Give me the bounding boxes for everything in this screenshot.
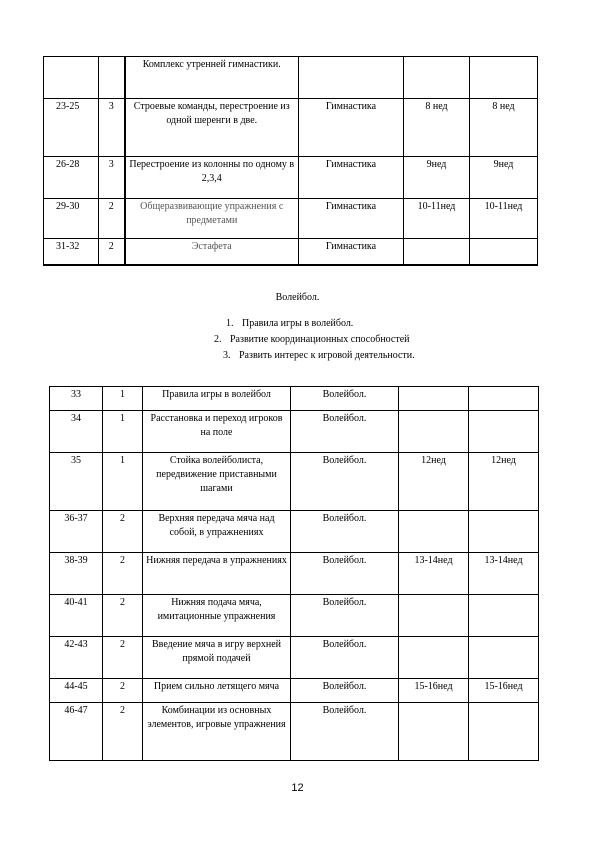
- list-item: 2. Развитие координационных способностей: [214, 334, 410, 345]
- hours-cell: 1: [103, 411, 143, 453]
- lesson-number-cell: 35: [50, 453, 103, 511]
- plan-date-cell: 15-16нед: [399, 679, 469, 703]
- hours-cell: [99, 57, 125, 99]
- fact-date-cell: 8 нед: [470, 99, 538, 157]
- topic-cell: Нижняя подача мяча, имитационные упражнения: [143, 595, 291, 637]
- plan-date-cell: [404, 57, 470, 99]
- table-row: [50, 453, 539, 511]
- topic-cell: Перестроение из колонны по одному в 2,3,4: [125, 157, 299, 199]
- fact-date-cell: [469, 595, 539, 637]
- topic-cell: Нижняя передача в упражнениях: [143, 553, 291, 595]
- section-cell: Гимнастика: [299, 157, 404, 199]
- fact-date-cell: [469, 637, 539, 679]
- topic-cell: Расстановка и переход игроков на поле: [143, 411, 291, 453]
- fact-date-cell: 9нед: [470, 157, 538, 199]
- lesson-number-cell: 31-32: [44, 239, 99, 265]
- table-row: [50, 387, 539, 411]
- table-row: [50, 553, 539, 595]
- lesson-number-cell: 26-28: [44, 157, 99, 199]
- lesson-number-cell: 36-37: [50, 511, 103, 553]
- topic-cell: Введение мяча в игру верхней прямой подачей: [143, 637, 291, 679]
- fact-date-cell: [469, 703, 539, 761]
- plan-date-cell: [399, 637, 469, 679]
- lesson-number-cell: 23-25: [44, 99, 99, 157]
- topic-cell: Прием сильно летящего мяча: [143, 679, 291, 703]
- section-cell: Волейбол.: [291, 679, 399, 703]
- volleyball-schedule-table: [49, 386, 539, 761]
- table-row: [50, 595, 539, 637]
- table-row: [44, 157, 538, 199]
- topic-cell: Эстафета: [125, 239, 299, 265]
- list-item: 3. Развить интерес к игровой деятельности.: [223, 350, 415, 361]
- hours-cell: 2: [103, 511, 143, 553]
- section-cell: Волейбол.: [291, 387, 399, 411]
- plan-date-cell: 9нед: [404, 157, 470, 199]
- topic-cell: Стойка волейболиста, передвижение приставными шагами: [143, 453, 291, 511]
- section-cell: Волейбол.: [291, 411, 399, 453]
- topic-cell: Строевые команды, перестроение из одной шеренги в две.: [125, 99, 299, 157]
- fact-date-cell: 12нед: [469, 453, 539, 511]
- hours-cell: 2: [99, 199, 125, 239]
- hours-cell: 3: [99, 157, 125, 199]
- hours-cell: 2: [103, 637, 143, 679]
- fact-date-cell: [469, 411, 539, 453]
- section-cell: Волейбол.: [291, 511, 399, 553]
- lesson-number-cell: 34: [50, 411, 103, 453]
- plan-date-cell: [399, 511, 469, 553]
- list-item: 1. Правила игры в волейбол.: [226, 318, 354, 329]
- lesson-number-cell: 40-41: [50, 595, 103, 637]
- table-row: [44, 199, 538, 239]
- table-row: [44, 99, 538, 157]
- hours-cell: 2: [103, 679, 143, 703]
- lesson-number-cell: [44, 57, 99, 99]
- lesson-number-cell: 44-45: [50, 679, 103, 703]
- plan-date-cell: [399, 411, 469, 453]
- section-cell: Волейбол.: [291, 595, 399, 637]
- page-number: 12: [291, 782, 304, 794]
- fact-date-cell: [470, 239, 538, 265]
- fact-date-cell: [469, 387, 539, 411]
- section-title: Волейбол.: [275, 292, 320, 303]
- fact-date-cell: [470, 57, 538, 99]
- lesson-number-cell: 42-43: [50, 637, 103, 679]
- section-cell: Гимнастика: [299, 199, 404, 239]
- hours-cell: 2: [103, 553, 143, 595]
- plan-date-cell: 8 нед: [404, 99, 470, 157]
- section-cell: Гимнастика: [299, 239, 404, 265]
- hours-cell: 2: [103, 703, 143, 761]
- table-row: [44, 57, 538, 99]
- section-cell: [299, 57, 404, 99]
- topic-cell: Верхняя передача мяча над собой, в упражнениях: [143, 511, 291, 553]
- fact-date-cell: [469, 511, 539, 553]
- table-row: [50, 703, 539, 761]
- plan-date-cell: 12нед: [399, 453, 469, 511]
- section-cell: Волейбол.: [291, 453, 399, 511]
- hours-cell: 2: [103, 595, 143, 637]
- fact-date-cell: 13-14нед: [469, 553, 539, 595]
- topic-cell: Правила игры в волейбол: [143, 387, 291, 411]
- table-row: [50, 637, 539, 679]
- lesson-number-cell: 46-47: [50, 703, 103, 761]
- hours-cell: 1: [103, 453, 143, 511]
- section-cell: Волейбол.: [291, 553, 399, 595]
- goals-list: [214, 316, 415, 364]
- plan-date-cell: [399, 595, 469, 637]
- table-row: [50, 679, 539, 703]
- lesson-number-cell: 33: [50, 387, 103, 411]
- table-row: [50, 511, 539, 553]
- plan-date-cell: [399, 387, 469, 411]
- section-cell: Волейбол.: [291, 703, 399, 761]
- table-row: [44, 239, 538, 265]
- section-cell: Гимнастика: [299, 99, 404, 157]
- hours-cell: 1: [103, 387, 143, 411]
- topic-cell: Комбинации из основных элементов, игровые упражнения: [143, 703, 291, 761]
- topic-cell: Общеразвивающие упражнения с предметами: [125, 199, 299, 239]
- fact-date-cell: 15-16нед: [469, 679, 539, 703]
- plan-date-cell: [404, 239, 470, 265]
- plan-date-cell: [399, 703, 469, 761]
- plan-date-cell: 13-14нед: [399, 553, 469, 595]
- hours-cell: 2: [99, 239, 125, 265]
- hours-cell: 3: [99, 99, 125, 157]
- plan-date-cell: 10-11нед: [404, 199, 470, 239]
- lesson-number-cell: 38-39: [50, 553, 103, 595]
- section-cell: Волейбол.: [291, 637, 399, 679]
- gymnastics-schedule-table: [43, 56, 538, 266]
- lesson-number-cell: 29-30: [44, 199, 99, 239]
- fact-date-cell: 10-11нед: [470, 199, 538, 239]
- topic-cell: Комплекс утренней гимнастики.: [125, 57, 299, 99]
- table-row: [50, 411, 539, 453]
